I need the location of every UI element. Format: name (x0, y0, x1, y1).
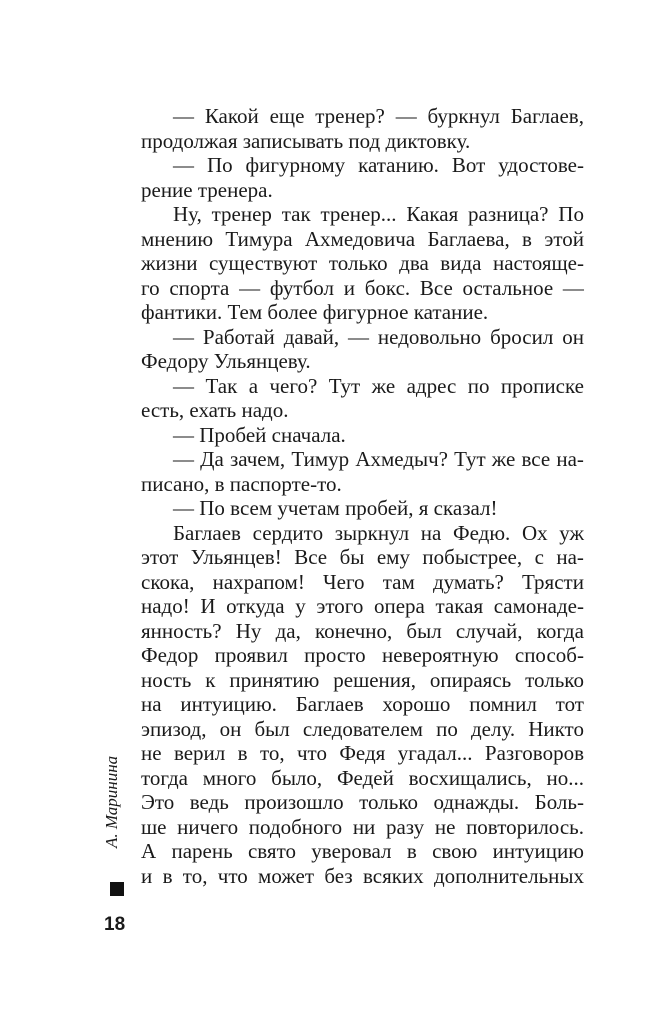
text-word: уж (559, 520, 584, 545)
text-word: этот (141, 545, 179, 569)
text-word: способ- (514, 643, 584, 667)
text-line (141, 447, 584, 472)
text-word: Это (141, 790, 175, 814)
text-word: только (525, 667, 584, 692)
text-word: Тимура (225, 226, 293, 251)
text-word: мнению (141, 226, 214, 251)
text-word: свято (247, 839, 296, 863)
text-word: Какая (406, 202, 459, 226)
text-word: буркнул (427, 104, 500, 128)
text-word: тренер (211, 202, 272, 226)
text-word: конечно, (315, 618, 393, 643)
text-word: опираясь (429, 667, 512, 692)
text-word: и (141, 863, 153, 888)
text-line (141, 325, 584, 350)
text-word: то, (182, 863, 208, 888)
text-word: Никто (528, 716, 584, 741)
text-word: был (254, 716, 290, 741)
text-word: интуицию. (180, 692, 277, 716)
text-word: в (162, 863, 173, 888)
text-word: бы (339, 545, 365, 569)
text-word: так (281, 202, 311, 226)
text-line (141, 104, 584, 129)
text-word: на- (556, 545, 584, 569)
text-word: тот (555, 692, 584, 716)
text-word: — (173, 153, 194, 177)
text-word: А (141, 839, 157, 863)
text-word: адрес (406, 373, 457, 398)
text-word: парень (171, 839, 233, 863)
text-word: на- (556, 447, 584, 471)
text-word: Вот (451, 153, 486, 177)
text-line (141, 276, 584, 301)
text-line (141, 643, 584, 668)
text-word: этой (544, 226, 584, 251)
text-word: побыстрее, (422, 545, 523, 569)
text-word: янность? (141, 618, 222, 643)
text-word: прописке (500, 373, 584, 398)
text-word: бросил (490, 324, 554, 349)
text-word: ность (141, 667, 192, 692)
text-word: решения, (333, 667, 416, 692)
text-word: все (521, 447, 551, 471)
text-word: Ох (521, 520, 548, 545)
text-line: писано, в паспорте-то. (141, 471, 342, 496)
text-word: существуют (209, 251, 318, 275)
text-word: — (562, 275, 584, 300)
text-word: делу. (470, 716, 516, 741)
text-word: го (141, 275, 160, 300)
text-word: интуицию (492, 839, 584, 863)
text-word: следователем (302, 716, 423, 741)
text-word: повторилось. (466, 814, 584, 839)
text-word: и (343, 275, 355, 300)
text-word: ведь (189, 790, 229, 814)
text-word: Трясти (522, 569, 584, 594)
text-line (141, 594, 584, 619)
text-word: самонаде- (493, 594, 584, 618)
text-line: продолжая записывать под диктовку. (141, 128, 471, 153)
text-word: но... (546, 765, 584, 790)
page-number: 18 (104, 914, 126, 935)
text-word: в (237, 741, 248, 765)
text-word: свою (432, 839, 478, 863)
text-line (141, 766, 584, 791)
text-word: По (558, 202, 584, 226)
text-word: два (399, 251, 429, 275)
text-word: — (348, 324, 370, 349)
text-word: к (205, 667, 216, 692)
text-word: Ульянцев! (190, 545, 282, 569)
text-line (141, 864, 584, 889)
text-line: Федору Ульянцеву. (141, 349, 311, 373)
text-word: Федей (336, 765, 394, 790)
text-word: невероятную (381, 643, 499, 667)
text-word: ше (141, 814, 167, 839)
text-word: только (328, 251, 388, 275)
text-word: сердито (252, 520, 324, 545)
text-word: у (295, 594, 306, 618)
text-word: уверовал (311, 839, 392, 863)
text-word: — (173, 104, 194, 128)
text-line (141, 790, 584, 815)
text-line (141, 741, 584, 766)
text-word: зыркнул (334, 520, 410, 545)
text-word: Ну, (173, 202, 202, 226)
text-word: что (296, 741, 327, 765)
text-word: угадал... (397, 741, 473, 765)
text-word: остальное (462, 275, 554, 300)
text-word: Работай (202, 324, 275, 349)
text-word: фигурному (245, 153, 346, 177)
text-word: Тут (454, 447, 486, 471)
text-word: случай, (455, 618, 523, 643)
text-line (141, 153, 584, 178)
text-word: Баглаев, (510, 104, 584, 128)
text-word: чего? (269, 373, 318, 398)
text-line (141, 570, 584, 595)
text-word: когда (536, 618, 584, 643)
text-word: Баглаев (173, 520, 241, 545)
text-word: вида (440, 251, 482, 275)
text-word: еще (269, 104, 305, 128)
text-word: тренер... (320, 202, 397, 226)
text-word: — (395, 104, 417, 128)
text-word: по (467, 373, 490, 398)
text-word: Все (419, 275, 453, 300)
text-line (141, 619, 584, 644)
text-word: Баглаева, (427, 226, 510, 251)
text-word: думать? (432, 569, 504, 594)
text-word: ему (376, 545, 410, 569)
text-word: же (371, 373, 396, 398)
text-word: — (173, 373, 194, 398)
text-word: разница? (468, 202, 549, 226)
text-word: Федя (339, 741, 386, 765)
text-line: фантики. Тем более фигурное катание. (141, 300, 489, 324)
text-line (141, 374, 584, 399)
text-line: — Пробей сначала. (173, 422, 346, 447)
text-word: давай, (283, 324, 340, 349)
text-word: — (173, 447, 194, 471)
text-word: там (382, 569, 415, 594)
text-word: настояще- (492, 251, 584, 275)
text-word: опера (373, 594, 425, 618)
text-word: — (173, 324, 194, 349)
text-line: — По всем учетам пробей, я сказал! (173, 496, 498, 520)
text-word: ни (352, 814, 376, 839)
text-word: был (406, 618, 442, 643)
text-word: тренер? (315, 104, 385, 128)
text-line (141, 521, 584, 546)
text-word: то, (259, 741, 285, 765)
text-word: с (534, 545, 544, 569)
text-line: есть, ехать надо. (141, 398, 289, 422)
text-word: только (359, 790, 418, 814)
text-word: по (436, 716, 458, 741)
text-word: в (522, 226, 532, 251)
text-word: эпизод, (141, 716, 207, 741)
text-line (141, 668, 584, 693)
text-line (141, 815, 584, 840)
text-word: всяких (362, 863, 424, 888)
text-word: принятию (229, 667, 320, 692)
text-line (141, 717, 584, 742)
text-word: Ахмедовича (304, 226, 416, 251)
text-word: удостове- (498, 153, 584, 177)
text-word: Все (294, 545, 328, 569)
text-word: нахрапом! (212, 569, 305, 594)
text-word: откуда (226, 594, 285, 618)
text-word: дополнительных (433, 863, 584, 888)
text-word: было, (271, 765, 323, 790)
text-word: Ахмедыч? (355, 447, 449, 471)
text-word: он (562, 324, 584, 349)
text-word: помнил (469, 692, 537, 716)
text-line (141, 545, 584, 570)
text-word: бокс. (364, 275, 411, 300)
text-word: проявил (214, 643, 288, 667)
text-word: зачем, (229, 447, 286, 471)
running-head-author: А. Маринина (102, 755, 121, 848)
text-word: да, (275, 618, 301, 643)
text-word: такая (435, 594, 484, 618)
text-word: спорта (169, 275, 230, 300)
text-word: Так (205, 373, 238, 398)
text-word: восхищались, (408, 765, 532, 790)
text-word: произошло (244, 790, 344, 814)
text-word: тогда (141, 765, 188, 790)
text-word: не (141, 741, 162, 765)
text-word: этого (316, 594, 364, 618)
text-line (141, 227, 584, 252)
text-word: на (141, 692, 162, 716)
text-word: верил (173, 741, 226, 765)
text-word: надо! (141, 594, 190, 618)
text-word: Разговоров (484, 741, 584, 765)
text-word: на (420, 520, 442, 545)
text-word: Какой (204, 104, 259, 128)
text-word: Федю. (453, 520, 511, 545)
text-word: По (206, 153, 233, 177)
text-word: однажды. (433, 790, 520, 814)
text-word: — (239, 275, 261, 300)
text-word: Чего (323, 569, 365, 594)
text-line: рение тренера. (141, 177, 273, 202)
text-word: подобного (248, 814, 343, 839)
text-word: же (491, 447, 516, 471)
text-word: Баглаев (295, 692, 364, 716)
text-word: Федор (141, 643, 199, 667)
text-line (141, 692, 584, 717)
running-head-square-marker (110, 882, 124, 896)
text-word: футбол (269, 275, 334, 300)
body-text (141, 104, 584, 888)
text-word: может (258, 863, 315, 888)
text-word: Тимур (291, 447, 350, 471)
text-word: разу (385, 814, 425, 839)
text-word: скока, (141, 569, 195, 594)
text-word: в (406, 839, 417, 863)
text-word: Ну (235, 618, 262, 643)
text-word: Боль- (534, 790, 584, 814)
text-word: что (217, 863, 248, 888)
text-line (141, 839, 584, 864)
text-word: много (202, 765, 257, 790)
text-word: катанию. (358, 153, 439, 177)
text-word: он (219, 716, 242, 741)
text-word: хорошо (382, 692, 451, 716)
text-word: Да (200, 447, 224, 471)
text-word: без (324, 863, 353, 888)
text-word: а (248, 373, 259, 398)
text-word: Тут (328, 373, 361, 398)
text-word: ничего (177, 814, 239, 839)
text-word: И (200, 594, 216, 618)
text-word: недовольно (377, 324, 482, 349)
text-line (141, 251, 584, 276)
text-word: просто (304, 643, 366, 667)
text-line (141, 202, 584, 227)
text-word: не (434, 814, 456, 839)
text-word: жизни (141, 251, 198, 275)
